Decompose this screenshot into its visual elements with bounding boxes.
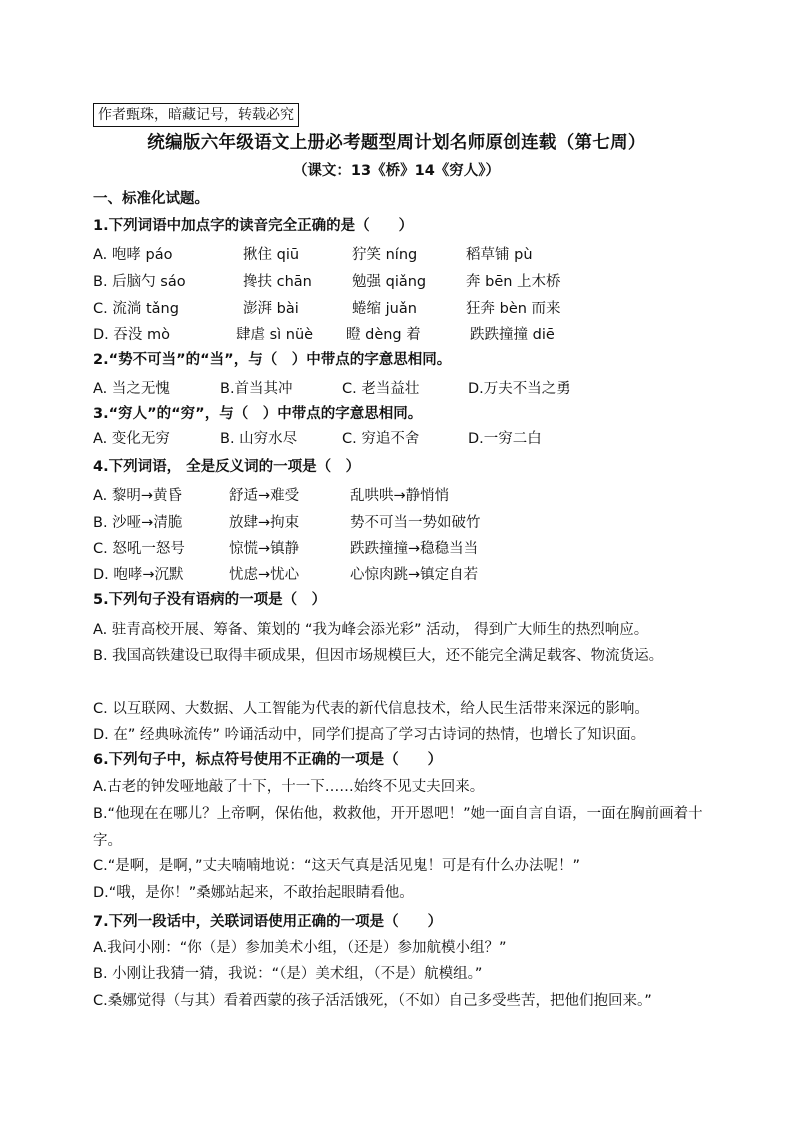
q4-option-a-1: A. 黎明→黄昏 [93,488,183,504]
q4-option-c-2: 惊慌→镇静 [229,541,300,557]
section-heading: 一、标准化试题。 [93,191,209,207]
q4-option-a-3: 乱哄哄→静悄悄 [350,488,450,504]
q1-option-b-2: 搀扶 chān [243,274,312,290]
q7-option-a: A.我问小刚：“你（是）参加美术小组，（还是）参加航模小组？” [93,940,507,956]
q2-option-a: A. 当之无愧 [93,381,170,397]
q3-option-d: D.一穷二白 [468,431,542,447]
q4-option-b-3: 势不可当一势如破竹 [350,515,481,531]
q2-option-b: B.首当其冲 [220,381,293,397]
q4-option-a-2: 舒适→难受 [229,488,300,504]
q1-option-a-2: 揪住 qiū [243,247,300,263]
q1-option-b-1: B. 后脑勺 sáo [93,274,186,290]
q5-option-b: B. 我国高铁建设已取得丰硕成果，但因市场规模巨大，还不能完全满足载客、物流货运。 [93,648,664,664]
q1-option-d-3: 瞪 dèng 着 [346,327,421,343]
question-4-stem: 4.下列词语， 全是反义词的一项是（ ） [93,459,361,475]
q3-option-a: A. 变化无穷 [93,431,170,447]
q7-option-b: B. 小刚让我猜一猜，我说：“（是）美术组，（不是）航模组。” [93,966,483,982]
q5-option-a: A. 驻青高校开展、筹备、策划的 “我为峰会添光彩” 活动， 得到广大师生的热烈响应。 [93,622,649,638]
q2-option-c: C. 老当益壮 [342,381,420,397]
q1-option-c-3: 蜷缩 juǎn [352,301,417,317]
q4-option-c-3: 跌跌撞撞→稳稳当当 [350,541,479,557]
q4-option-d-2: 忧虑→忧心 [229,567,300,583]
q5-option-c: C. 以互联网、大数据、人工智能为代表的新代信息技术，给人民生活带来深远的影响。 [93,701,649,717]
page-title: 统编版六年级语文上册必考题型周计划名师原创连载（第七周） [147,133,646,153]
q1-option-d-1: D. 吞没 mò [93,327,170,343]
q2-option-d: D.万夫不当之勇 [468,381,571,397]
q1-option-b-4: 奔 bēn 上木桥 [466,274,561,290]
page-subtitle: （课文：13《桥》14《穷人》） [292,163,501,179]
q6-option-c: C.“是啊，是啊，”丈夫喃喃地说：“这天气真是活见鬼！可是有什么办法呢！” [93,858,581,874]
q6-option-d: D.“哦，是你！”桑娜站起来，不敢抬起眼睛看他。 [93,885,414,901]
q6-option-b: B.“他现在在哪儿？上帝啊，保佑他，救救他，开开恩吧！”她一面自言自语，一面在胸前画着十字。 [93,806,703,849]
q1-option-d-4: 跌跌撞撞 diē [470,327,555,343]
q1-option-c-2: 澎湃 bài [243,301,299,317]
question-7-stem: 7.下列一段话中，关联词语使用正确的一项是（ ） [93,914,443,930]
q6-option-a: A.古老的钟发哑地敲了十下，十一下……始终不见丈夫回来。 [93,779,485,795]
q4-option-b-2: 放肆→拘束 [229,515,300,531]
q7-option-c: C.桑娜觉得（与其）看着西蒙的孩子活活饿死，（不如）自己多受些苦，把他们抱回来。” [93,993,652,1009]
question-1-stem: 1.下列词语中加点字的读音完全正确的是（ ） [93,218,414,234]
q1-option-a-3: 狞笑 níng [352,247,418,263]
question-5-stem: 5.下列句子没有语病的一项是（ ） [93,592,327,608]
q1-option-a-1: A. 咆哮 páo [93,247,173,263]
q5-option-d: D. 在” 经典咏流传” 吟诵活动中，同学们提高了学习古诗词的热情，也增长了知识面。 [93,727,646,743]
q1-option-b-3: 勉强 qiǎng [352,274,427,290]
q4-option-c-1: C. 怒吼一怒号 [93,541,185,557]
q4-option-d-3: 心惊肉跳→镇定自若 [350,567,479,583]
q3-option-c: C. 穷追不舍 [342,431,420,447]
q1-option-a-4: 稻草铺 pù [466,247,533,263]
question-6-stem: 6.下列句子中，标点符号使用不正确的一项是（ ） [93,752,443,768]
q1-option-c-4: 狂奔 bèn 而来 [466,301,561,317]
q1-option-c-1: C. 流淌 tǎng [93,301,179,317]
q4-option-b-1: B. 沙哑→清脆 [93,515,183,531]
question-2-stem: 2.“势不可当”的“当”，与（ ）中带点的字意思相同。 [93,352,452,368]
watermark-label: 作者甄珠，暗藏记号，转载必究 [93,103,299,127]
question-3-stem: 3.“穷人”的“穷”，与（ ）中带点的字意思相同。 [93,406,423,422]
q3-option-b: B. 山穷水尽 [220,431,298,447]
q1-option-d-2: 肆虐 sì nüè [236,327,314,343]
q4-option-d-1: D. 咆哮→沉默 [93,567,184,583]
